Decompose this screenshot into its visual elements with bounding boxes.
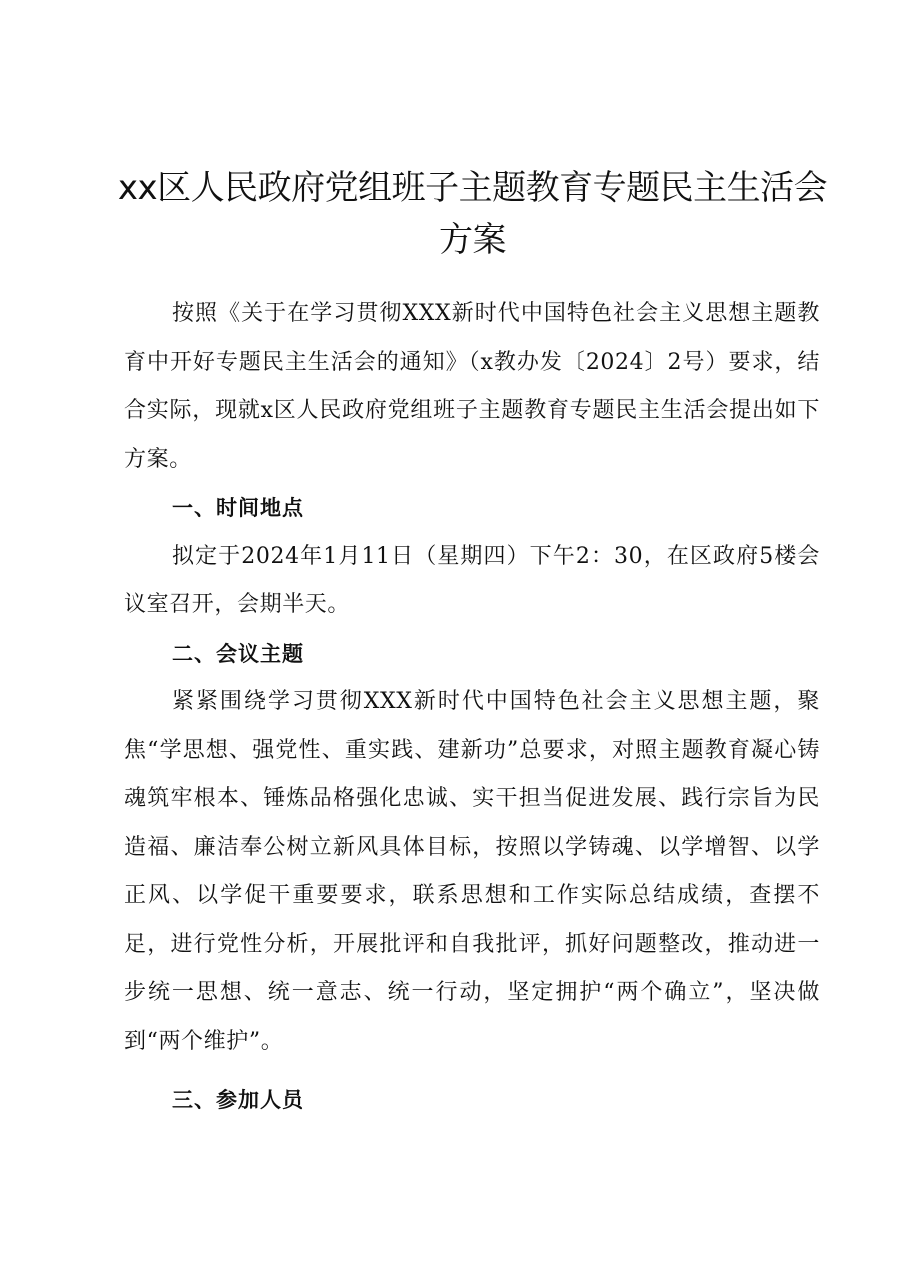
intro-paragraph: 按照《关于在学习贯彻XXX新时代中国特色社会主义思想主题教育中开好专题民主生活会的通知》（x教办发〔2024〕2号）要求，结合实际，现就x区人民政府党组班子主题教育专题民主生活会提出如下方案。: [124, 301, 820, 472]
section-paragraph-time-place: 拟定于2024年1月11日（星期四）下午2：30，在区政府5楼会议室召开，会期半天。: [124, 543, 820, 617]
section-gap: [124, 1066, 820, 1076]
section-paragraph-theme: 紧紧围绕学习贯彻XXX新时代中国特色社会主义思想主题，聚焦“学思想、强党性、重实践、建新功”总要求，对照主题教育凝心铸魂筑牢根本、锤炼品格强化忠诚、实干担当促进发展、践行宗旨为民造福、廉洁奉公树立新风具体目标，按照以学铸魂、以学增智、以学正风、以学促干重要要求，联系思想和工作实际总结成绩，查摆不足，进行党性分析，开展批评和自我批评，抓好问题整改，推动进一步统一思想、统一意志、统一行动，坚定拥护“两个确立”，坚决做到“两个维护”。: [124, 689, 820, 1054]
section-heading-theme: 二、会议主题: [172, 641, 304, 666]
document-title-line-2: 方案: [439, 220, 506, 260]
document-title-line-1: xx区人民政府党组班子主题教育专题民主生活会: [117, 168, 828, 208]
section-heading-time-place: 一、时间地点: [172, 496, 304, 520]
section-heading-participants: 三、参加人员: [172, 1088, 304, 1112]
document-title: [100, 162, 845, 266]
document-body: [124, 290, 820, 1125]
